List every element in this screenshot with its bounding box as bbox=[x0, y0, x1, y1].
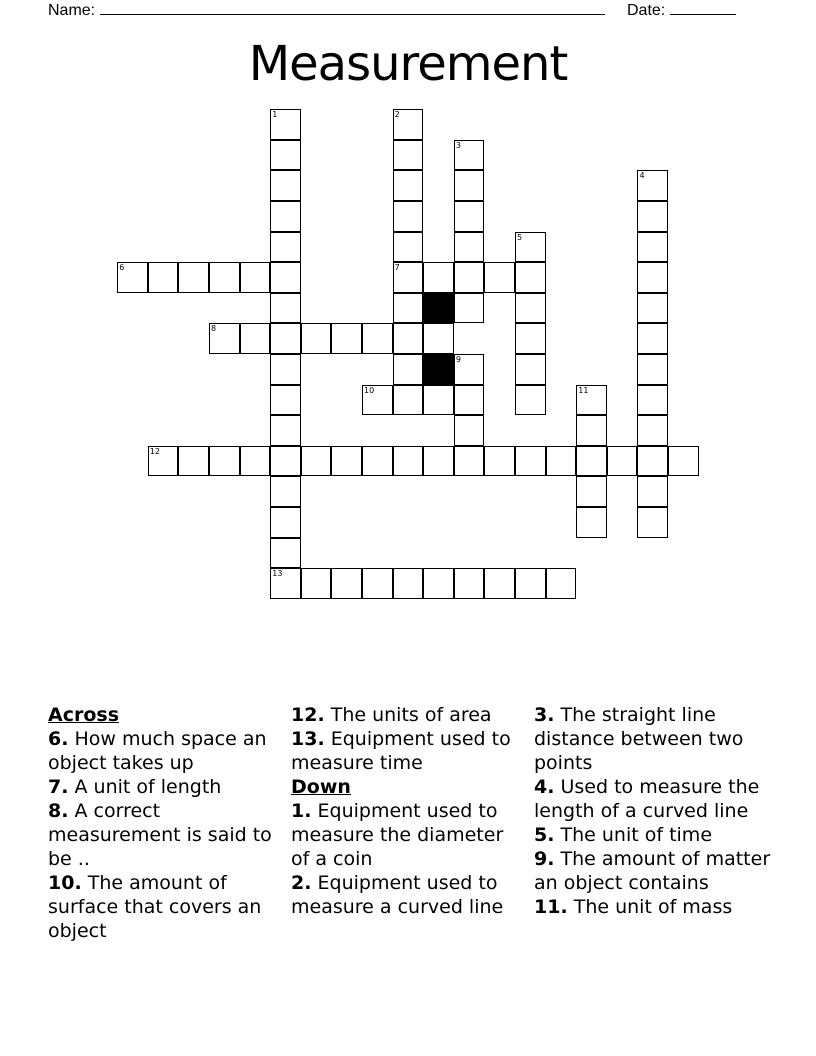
grid-cell[interactable] bbox=[270, 354, 301, 385]
page-title: Measurement bbox=[248, 36, 568, 92]
grid-cell[interactable] bbox=[637, 323, 668, 354]
clue-number: 12 bbox=[149, 446, 161, 456]
grid-cell[interactable] bbox=[393, 170, 424, 201]
grid-cell[interactable] bbox=[393, 140, 424, 171]
grid-cell[interactable] bbox=[515, 385, 546, 416]
clue-number: 2 bbox=[394, 110, 400, 120]
grid-cell[interactable] bbox=[270, 507, 301, 538]
grid-cell[interactable] bbox=[576, 415, 607, 446]
date-field[interactable] bbox=[627, 0, 736, 21]
grid-cell[interactable] bbox=[637, 446, 668, 477]
grid-cell[interactable] bbox=[362, 323, 393, 354]
grid-cell[interactable] bbox=[637, 293, 668, 324]
clue-down-11: 11. The unit of mass bbox=[534, 896, 733, 918]
grid-cell[interactable] bbox=[576, 385, 607, 416]
clue-across-8: 8. A correct measurement is said to be .. bbox=[48, 800, 272, 870]
clue-down-5: 5. The unit of time bbox=[534, 824, 713, 846]
grid-cell[interactable] bbox=[423, 568, 454, 599]
grid-cell[interactable] bbox=[270, 293, 301, 324]
grid-cell[interactable] bbox=[393, 201, 424, 232]
grid-cell[interactable] bbox=[515, 293, 546, 324]
grid-cell[interactable] bbox=[454, 354, 485, 385]
grid-cell[interactable] bbox=[270, 232, 301, 263]
clues-column-1 bbox=[48, 703, 280, 943]
grid-cell[interactable] bbox=[393, 323, 424, 354]
grid-cell[interactable] bbox=[637, 354, 668, 385]
grid-cell[interactable] bbox=[301, 446, 332, 477]
grid-cell[interactable] bbox=[393, 385, 424, 416]
grid-cell[interactable] bbox=[148, 446, 179, 477]
clue-down-4: 4. Used to measure the length of a curved line bbox=[534, 776, 760, 822]
clue-down-2: 2. Equipment used to measure a curved line bbox=[291, 872, 504, 918]
grid-cell[interactable] bbox=[270, 170, 301, 201]
grid-cell[interactable] bbox=[454, 293, 485, 324]
grid-cell[interactable] bbox=[270, 385, 301, 416]
grid-cell[interactable] bbox=[270, 201, 301, 232]
clue-number: 10 bbox=[364, 385, 375, 395]
black-cell bbox=[423, 354, 454, 385]
grid-cell[interactable] bbox=[546, 568, 577, 599]
grid-cell[interactable] bbox=[484, 262, 515, 293]
clue-across-10: 10. The amount of surface that covers an object bbox=[48, 872, 262, 942]
grid-cell[interactable] bbox=[515, 354, 546, 385]
grid-cell[interactable] bbox=[270, 109, 301, 140]
grid-cell[interactable] bbox=[454, 385, 485, 416]
grid-cell[interactable] bbox=[637, 262, 668, 293]
grid-cell[interactable] bbox=[454, 446, 485, 477]
clues-column-3 bbox=[534, 703, 784, 919]
grid-cell[interactable] bbox=[515, 568, 546, 599]
grid-cell[interactable] bbox=[423, 323, 454, 354]
grid-cell[interactable] bbox=[148, 262, 179, 293]
grid-cell[interactable] bbox=[423, 446, 454, 477]
grid-cell[interactable] bbox=[454, 170, 485, 201]
grid-cell[interactable] bbox=[637, 415, 668, 446]
black-cell bbox=[423, 293, 454, 324]
grid-cell[interactable] bbox=[515, 262, 546, 293]
grid-cell[interactable] bbox=[393, 568, 424, 599]
down-heading: Down bbox=[291, 776, 351, 798]
grid-cell[interactable] bbox=[454, 201, 485, 232]
grid-cell[interactable] bbox=[270, 323, 301, 354]
grid-cell[interactable] bbox=[576, 507, 607, 538]
grid-cell[interactable] bbox=[454, 140, 485, 171]
clue-number: 6 bbox=[119, 263, 125, 273]
grid-cell[interactable] bbox=[668, 446, 699, 477]
clue-number: 13 bbox=[272, 569, 283, 579]
grid-cell[interactable] bbox=[393, 109, 424, 140]
grid-cell[interactable] bbox=[637, 476, 668, 507]
name-line[interactable] bbox=[100, 0, 605, 15]
grid-cell[interactable] bbox=[362, 385, 393, 416]
grid-cell[interactable] bbox=[240, 323, 271, 354]
grid-cell[interactable] bbox=[270, 538, 301, 569]
grid-cell[interactable] bbox=[637, 507, 668, 538]
clue-number: 9 bbox=[455, 355, 461, 365]
grid-cell[interactable] bbox=[546, 446, 577, 477]
clue-down-3: 3. The straight line distance between two points bbox=[534, 704, 744, 774]
grid-cell[interactable] bbox=[240, 446, 271, 477]
grid-cell[interactable] bbox=[454, 232, 485, 263]
grid-cell[interactable] bbox=[515, 232, 546, 263]
grid-cell[interactable] bbox=[393, 354, 424, 385]
grid-cell[interactable] bbox=[301, 323, 332, 354]
date-line[interactable] bbox=[670, 0, 736, 15]
grid-cell[interactable] bbox=[607, 446, 638, 477]
grid-cell[interactable] bbox=[515, 323, 546, 354]
grid-cell[interactable] bbox=[454, 415, 485, 446]
grid-cell[interactable] bbox=[209, 323, 240, 354]
clue-across-13: 13. Equipment used to measure time bbox=[291, 728, 511, 774]
clue-down-1: 1. Equipment used to measure the diameter of a coin bbox=[291, 800, 504, 870]
grid-cell[interactable] bbox=[270, 446, 301, 477]
grid-cell[interactable] bbox=[117, 262, 148, 293]
grid-cell[interactable] bbox=[331, 446, 362, 477]
grid-cell[interactable] bbox=[331, 568, 362, 599]
grid-cell[interactable] bbox=[576, 476, 607, 507]
grid-cell[interactable] bbox=[331, 323, 362, 354]
grid-cell[interactable] bbox=[484, 446, 515, 477]
grid-cell[interactable] bbox=[362, 446, 393, 477]
name-field[interactable] bbox=[48, 0, 605, 21]
grid-cell[interactable] bbox=[423, 262, 454, 293]
grid-cell[interactable] bbox=[209, 262, 240, 293]
clue-across-6: 6. How much space an object takes up bbox=[48, 728, 267, 774]
grid-cell[interactable] bbox=[270, 140, 301, 171]
grid-cell[interactable] bbox=[362, 568, 393, 599]
grid-cell[interactable] bbox=[637, 201, 668, 232]
clue-down-9: 9. The amount of matter an object contains bbox=[534, 848, 771, 894]
across-heading: Across bbox=[48, 704, 120, 726]
grid-cell[interactable] bbox=[423, 385, 454, 416]
clue-across-7: 7. A unit of length bbox=[48, 776, 222, 798]
grid-cell[interactable] bbox=[270, 476, 301, 507]
clue-number: 4 bbox=[639, 171, 645, 181]
grid-cell[interactable] bbox=[178, 446, 209, 477]
grid-cell[interactable] bbox=[301, 568, 332, 599]
clue-number: 3 bbox=[455, 140, 461, 150]
grid-cell[interactable] bbox=[637, 232, 668, 263]
clue-number: 1 bbox=[272, 110, 278, 120]
grid-cell[interactable] bbox=[515, 446, 546, 477]
grid-cell[interactable] bbox=[637, 385, 668, 416]
clue-number: 5 bbox=[517, 232, 523, 242]
clue-number: 11 bbox=[578, 385, 589, 395]
grid-cell[interactable] bbox=[576, 446, 607, 477]
grid-cell[interactable] bbox=[240, 262, 271, 293]
grid-cell[interactable] bbox=[393, 262, 424, 293]
grid-cell[interactable] bbox=[270, 415, 301, 446]
clue-number: 7 bbox=[394, 263, 400, 273]
date-label: Date: bbox=[627, 2, 666, 19]
clue-number: 8 bbox=[211, 324, 217, 334]
grid-cell[interactable] bbox=[637, 170, 668, 201]
clue-across-12: 12. The units of area bbox=[291, 704, 492, 726]
grid-cell[interactable] bbox=[484, 568, 515, 599]
grid-cell[interactable] bbox=[178, 262, 209, 293]
grid-cell[interactable] bbox=[270, 262, 301, 293]
grid-cell[interactable] bbox=[454, 568, 485, 599]
grid-cell[interactable] bbox=[270, 568, 301, 599]
clues-column-2 bbox=[291, 703, 523, 919]
grid-cell[interactable] bbox=[393, 446, 424, 477]
grid-cell[interactable] bbox=[454, 262, 485, 293]
grid-cell[interactable] bbox=[209, 446, 240, 477]
name-label: Name: bbox=[48, 2, 96, 19]
grid-cell[interactable] bbox=[393, 232, 424, 263]
grid-cell[interactable] bbox=[393, 293, 424, 324]
